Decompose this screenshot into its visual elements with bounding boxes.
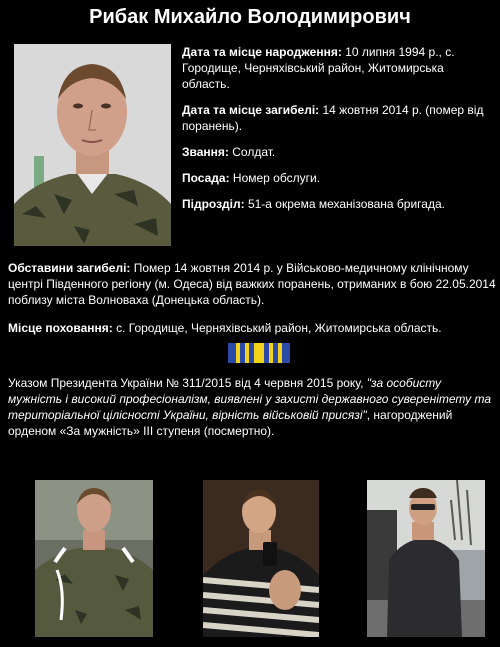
- death-label: Дата та місце загибелі:: [182, 103, 320, 117]
- decree-quote: "за особисту мужність і високий професіоналізм, виявлені у захисті державного суверенітету та територіальної цілісності України, вірність військовій присязі": [8, 376, 492, 422]
- rank-fact: [182, 144, 494, 160]
- death-fact: [182, 102, 494, 134]
- award-decree: [8, 375, 492, 439]
- birth-label: Дата та місце народження:: [182, 45, 342, 59]
- birth-fact: [182, 44, 494, 92]
- burial-value: с. Городище, Черняхівський район, Житомирська область.: [112, 321, 442, 335]
- personal-facts: [182, 44, 494, 222]
- unit-value: 51-а окрема механізована бригада.: [244, 197, 445, 211]
- birth-value: 10 липня 1994 р., с. Городище, Черняхівський район, Житомирська область.: [182, 45, 455, 91]
- portrait-photo: [14, 44, 171, 246]
- burial-label: Місце поховання:: [8, 321, 113, 335]
- decree-outro: , нагороджений орденом «За мужність» III ступеня (посмертно).: [8, 408, 453, 438]
- rank-label: Звання:: [182, 145, 229, 159]
- unit-label: Підрозділ:: [182, 197, 245, 211]
- circumstances-of-death: [8, 260, 496, 308]
- burial-place: [8, 320, 496, 336]
- order-ribbon-icon: [228, 343, 290, 363]
- rank-value: Солдат.: [228, 145, 276, 159]
- photo-selfie: [203, 480, 319, 637]
- page-title: Рибак Михайло Володимирович: [89, 6, 411, 28]
- position-label: Посада:: [182, 171, 230, 185]
- photo-uniform: [35, 480, 153, 637]
- circumstances-value: Помер 14 жовтня 2014 р. у Військово-медичному клінічному центрі Південного регіону (м. Одеса) від важких поранень, отриманих в бою 22.05.2014 поблизу міста Волноваха (Донецька область).: [8, 261, 496, 307]
- photo-outdoor: [367, 480, 485, 637]
- death-value: 14 жовтня 2014 р. (помер від поранень).: [182, 103, 484, 133]
- unit-fact: [182, 196, 494, 212]
- position-fact: [182, 170, 494, 186]
- circumstances-label: Обставини загибелі:: [8, 261, 131, 275]
- position-value: Номер обслуги.: [229, 171, 321, 185]
- decree-intro: Указом Президента України № 311/2015 від 4 червня 2015 року,: [8, 376, 367, 390]
